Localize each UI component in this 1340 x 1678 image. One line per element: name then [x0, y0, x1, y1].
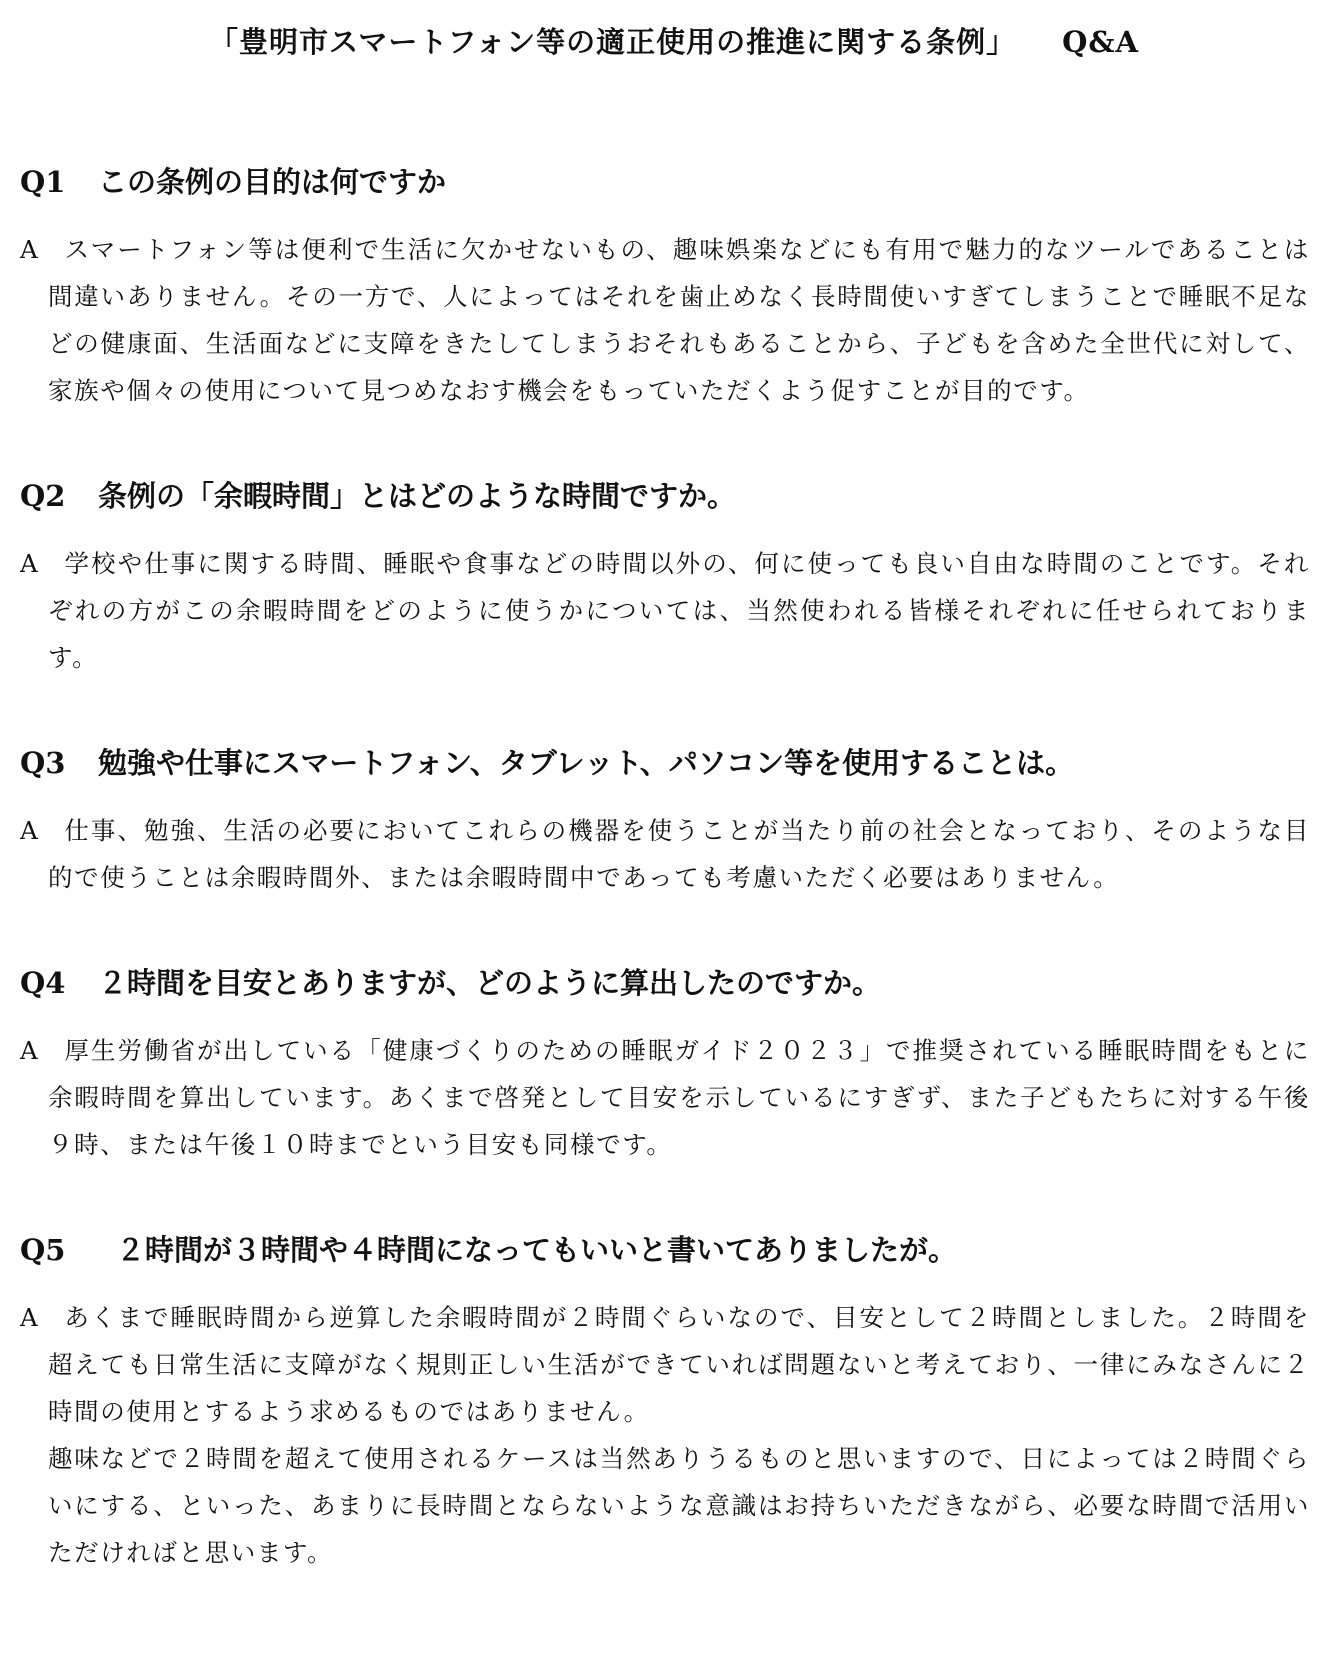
answer-label: A: [20, 816, 40, 845]
answer-label: A: [20, 549, 40, 578]
answer-block: [20, 1027, 1310, 1168]
answer-label: A: [20, 235, 40, 264]
qa-item-q5: [20, 1230, 1310, 1576]
answer-block: [20, 807, 1310, 901]
question-heading: [20, 743, 1310, 783]
question-heading: [20, 1230, 1310, 1270]
answer-paragraph: [20, 807, 1310, 901]
question-number: Q4: [20, 966, 66, 1000]
answer-text: 学校や仕事に関する時間、睡眠や食事などの時間以外の、何に使っても良い自由な時間のことです。それぞれの方がこの余暇時間をどのように使うかについては、当然使われる皆様それぞれに任せられております。: [48, 549, 1310, 672]
answer-paragraph: [20, 226, 1310, 414]
question-number: Q3: [20, 746, 66, 780]
question-heading: [20, 162, 1310, 202]
qa-item-q3: [20, 743, 1310, 901]
answer-paragraph: [20, 1435, 1310, 1576]
answer-text: あくまで睡眠時間から逆算した余暇時間が２時間ぐらいなので、目安として２時間としました。２時間を超えても日常生活に支障がなく規則正しい生活ができていれば問題ないと考えており、一律にみなさんに２時間の使用とするよう求めるものではありません。: [48, 1303, 1310, 1426]
answer-block: [20, 540, 1310, 681]
question-number: Q2: [20, 479, 66, 513]
question-text: この条例の目的は何ですか: [98, 165, 447, 199]
document-title: [38, 20, 1310, 64]
answer-text: 趣味などで２時間を超えて使用されるケースは当然ありうるものと思いますので、日によっては２時間ぐらいにする、といった、あまりに長時間とならないような意識はお持ちいただきながら、必要な時間で活用いただければと思います。: [48, 1444, 1310, 1567]
qa-list: [20, 162, 1310, 1576]
question-number: Q5: [20, 1233, 66, 1267]
answer-block: [20, 1294, 1310, 1576]
question-text: ２時間を目安とありますが、どのように算出したのですか。: [98, 966, 882, 1000]
answer-block: [20, 226, 1310, 414]
answer-text: 厚生労働省が出している「健康づくりのための睡眠ガイド２０２３」で推奨されている睡眠時間をもとに余暇時間を算出しています。あくまで啓発として目安を示しているにすぎず、また子どもたちに対する午後９時、または午後１０時までという目安も同様です。: [48, 1036, 1310, 1159]
question-number: Q1: [20, 165, 66, 199]
answer-text: 仕事、勉強、生活の必要においてこれらの機器を使うことが当たり前の社会となっており、そのような目的で使うことは余暇時間外、または余暇時間中であっても考慮いただく必要はありません。: [48, 816, 1310, 892]
question-text: 勉強や仕事にスマートフォン、タブレット、パソコン等を使用することは。: [98, 746, 1075, 780]
qa-item-q4: [20, 963, 1310, 1168]
question-text: 条例の「余暇時間」とはどのような時間ですか。: [98, 479, 737, 513]
answer-label: A: [20, 1036, 40, 1065]
question-text: ２時間が３時間や４時間になってもいいと書いてありましたが。: [116, 1233, 958, 1267]
answer-text: スマートフォン等は便利で生活に欠かせないもの、趣味娯楽などにも有用で魅力的なツールであることは間違いありません。その一方で、人によってはそれを歯止めなく長時間使いすぎてしまうことで睡眠不足などの健康面、生活面などに支障をきたしてしまうおそれもあることから、子どもを含めた全世代に対して、家族や個々の使用について見つめなおす機会をもっていただくよう促すことが目的です。: [48, 235, 1310, 405]
qa-item-q2: [20, 476, 1310, 681]
title-text: 「豊明市スマートフォン等の適正使用の推進に関する条例」: [208, 25, 1017, 59]
title-qa-suffix: Q&A: [1062, 25, 1140, 59]
qa-item-q1: [20, 162, 1310, 414]
answer-label: A: [20, 1303, 40, 1332]
answer-paragraph: [20, 1294, 1310, 1435]
answer-paragraph: [20, 1027, 1310, 1168]
answer-paragraph: [20, 540, 1310, 681]
question-heading: [20, 476, 1310, 516]
question-heading: [20, 963, 1310, 1003]
